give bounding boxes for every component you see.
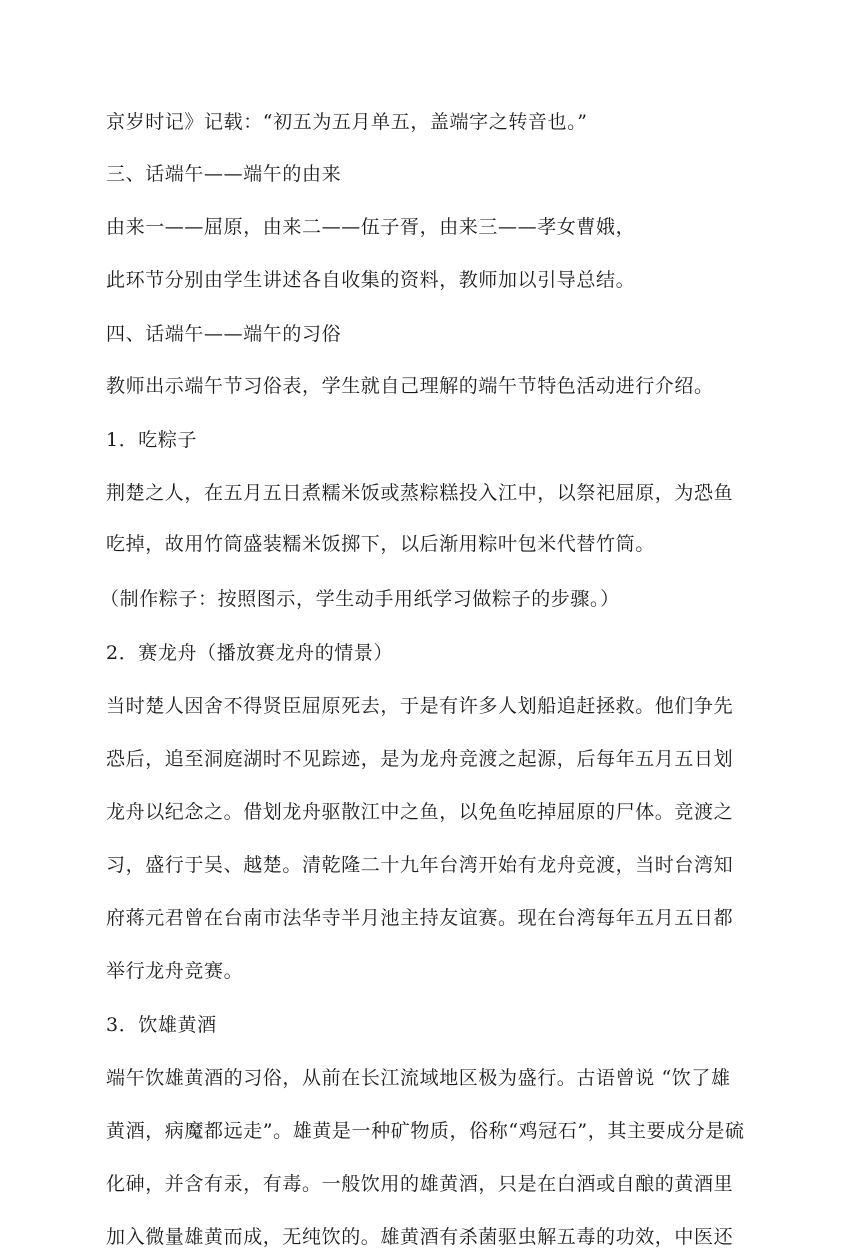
text-line-20: 黄酒，病魔都远走”。雄黄是一种矿物质，俗称“鸡冠石”，其主要成分是硫 — [106, 1120, 745, 1142]
section-heading-customs: 四、话端午——端午的习俗 — [106, 323, 342, 345]
text-line-4: 此环节分别由学生讲述各自收集的资料，教师加以引导总结。 — [106, 269, 636, 291]
text-line-1: 京岁时记》记载：“初五为五月单五，盖端字之转音也。” — [106, 111, 588, 133]
subheading-realgar-wine: 3．饮雄黄酒 — [106, 1014, 217, 1036]
subheading-zongzi: 1．吃粽子 — [106, 429, 198, 451]
section-heading-origin: 三、话端午——端午的由来 — [106, 163, 342, 185]
text-line-21: 化砷，并含有汞，有毒。一般饮用的雄黄酒，只是在白酒或自酿的黄酒里 — [106, 1173, 734, 1195]
text-line-9: 吃掉，故用竹筒盛装糯米饭掷下，以后渐用粽叶包米代替竹筒。 — [106, 533, 655, 555]
text-line-16: 府蒋元君曾在台南市法华寺半月池主持友谊赛。现在台湾每年五月五日都 — [106, 907, 734, 929]
text-line-10: （制作粽子：按照图示，学生动手用纸学习做粽子的步骤。） — [100, 588, 620, 610]
text-line-6: 教师出示端午节习俗表，学生就自己理解的端午节特色活动进行介绍。 — [106, 375, 714, 397]
text-line-3: 由来一——屈原，由来二——伍子胥，由来三——孝女曹娥， — [106, 216, 636, 238]
text-line-19: 端午饮雄黄酒的习俗，从前在长江流域地区极为盛行。古语曾说 “饮了雄 — [106, 1067, 731, 1089]
text-line-22: 加入微量雄黄而成，无纯饮的。雄黄酒有杀菌驱虫解五毒的功效，中医还 — [106, 1226, 734, 1248]
subheading-dragon-boat: 2．赛龙舟（播放赛龙舟的情景） — [106, 642, 394, 664]
text-line-8: 荆楚之人，在五月五日煮糯米饭或蒸粽糕投入江中，以祭祀屈原，为恐鱼 — [106, 482, 734, 504]
text-line-15: 习，盛行于吴、越楚。清乾隆二十九年台湾开始有龙舟竞渡，当时台湾知 — [106, 854, 734, 876]
text-line-14: 龙舟以纪念之。借划龙舟驱散江中之鱼，以免鱼吃掉屈原的尸体。竞渡之 — [106, 801, 734, 823]
text-line-12: 当时楚人因舍不得贤臣屈原死去，于是有许多人划船追赶拯救。他们争先 — [106, 695, 734, 717]
text-line-17: 举行龙舟竞赛。 — [106, 960, 244, 982]
text-line-13: 恐后，追至洞庭湖时不见踪迹，是为龙舟竞渡之起源，后每年五月五日划 — [106, 748, 734, 770]
